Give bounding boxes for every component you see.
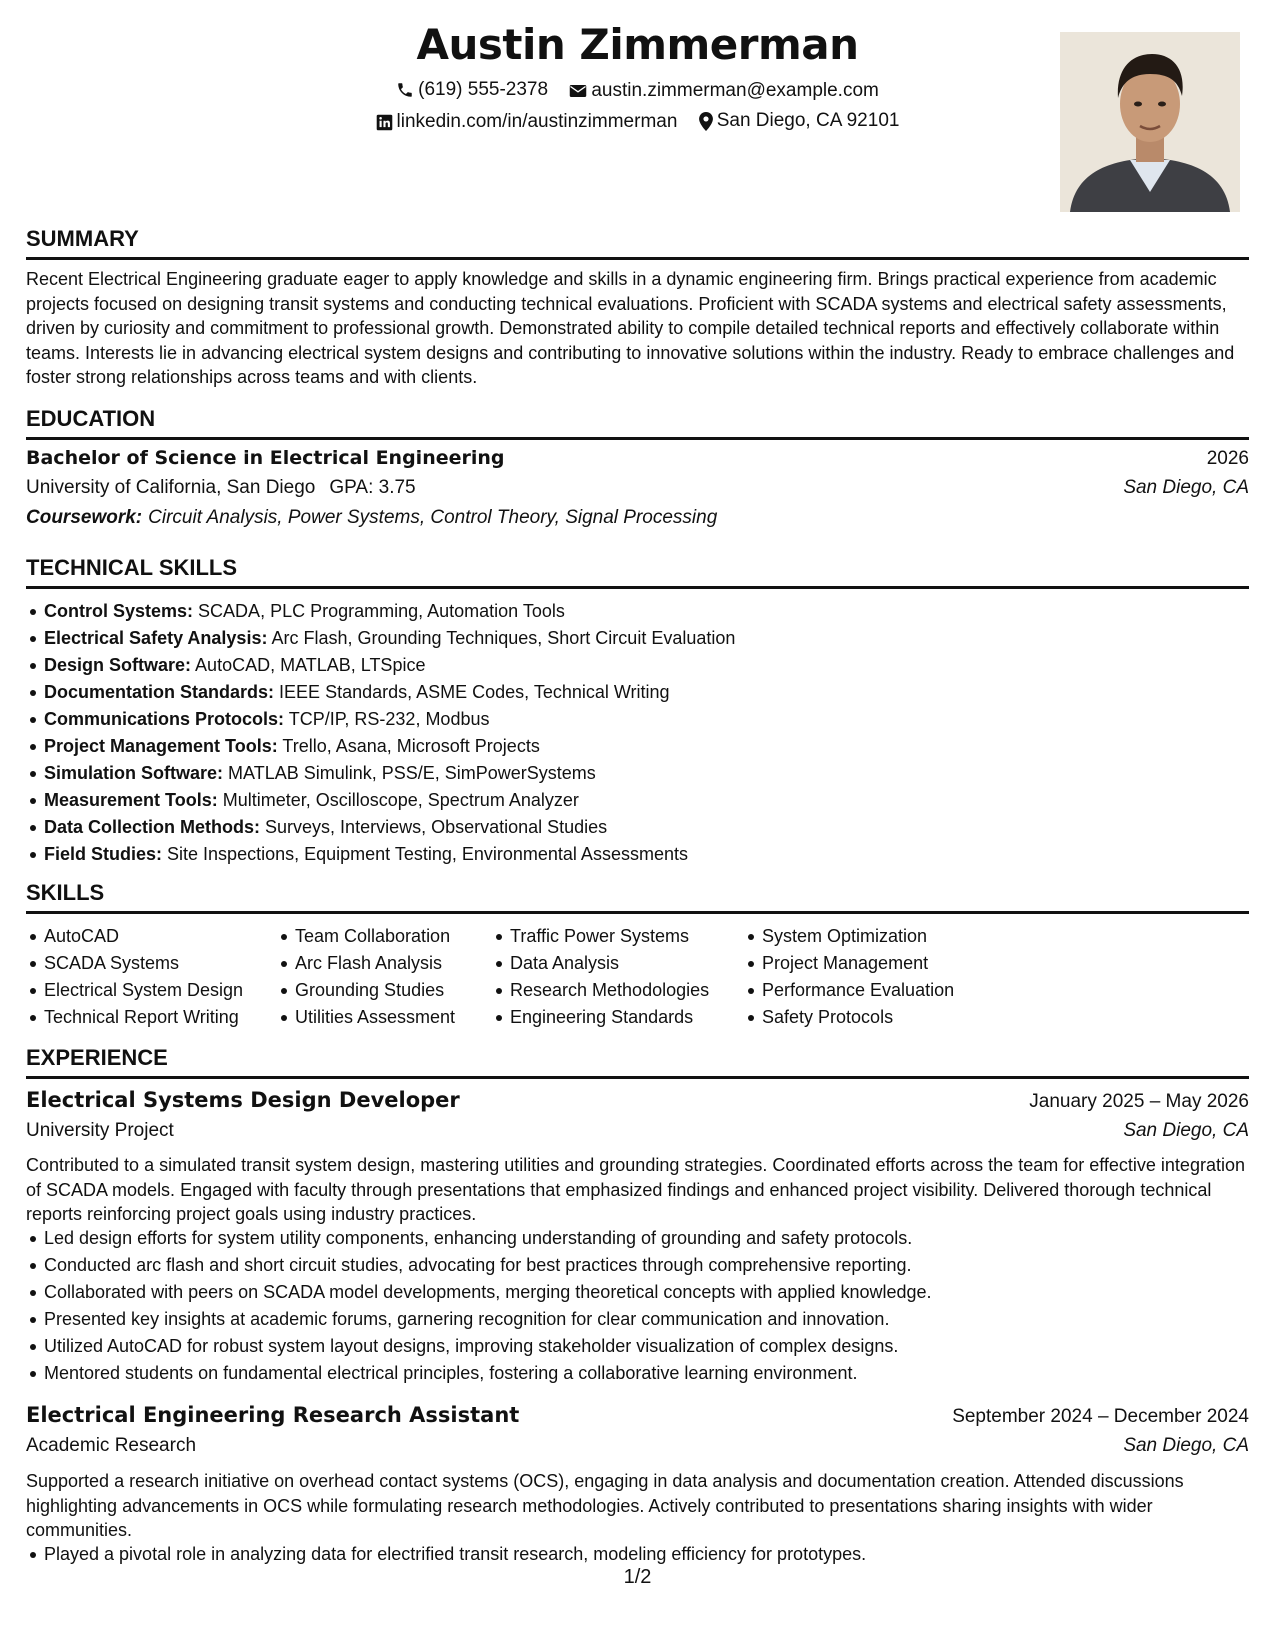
list-item: Performance Evaluation xyxy=(762,977,982,1004)
job-description: Contributed to a simulated transit system design, mastering utilities and grounding strategies. Coordinated efforts across the team for effective integration of SCADA models. Engaged with faculty through presentations that emphasized findings and enhanced project visibility. Delivered thorough technical reports reinforcing project goals using industry practices. xyxy=(26,1155,1245,1224)
linkedin-url: linkedin.com/in/austinzimmerman xyxy=(396,111,678,132)
technical-skills-list xyxy=(26,598,1267,868)
profile-photo xyxy=(1060,32,1240,212)
skill-values: Multimeter, Oscilloscope, Spectrum Analyzer xyxy=(222,790,579,810)
skill-category: Design Software: xyxy=(44,655,192,675)
list-item: Traffic Power Systems xyxy=(510,923,744,950)
skill-category: Data Collection Methods: xyxy=(44,817,261,837)
job-location: San Diego, CA xyxy=(1123,1120,1249,1141)
list-item: Led design efforts for system utility components, enhancing understanding of grounding and safety protocols. xyxy=(44,1225,1267,1252)
list-item xyxy=(44,706,1267,733)
job-dates: September 2024 – December 2024 xyxy=(952,1406,1249,1427)
list-item: Conducted arc flash and short circuit studies, advocating for best practices through comprehensive reporting. xyxy=(44,1252,1267,1279)
skill-values: IEEE Standards, ASME Codes, Technical Writing xyxy=(279,682,670,702)
list-item xyxy=(44,652,1267,679)
job-header-row xyxy=(26,1088,1249,1113)
list-item: Utilized AutoCAD for robust system layout designs, improving stakeholder visualization of complex designs. xyxy=(44,1333,1267,1360)
skill-values: Site Inspections, Equipment Testing, Environmental Assessments xyxy=(167,844,688,864)
list-item: Team Collaboration xyxy=(295,923,492,950)
linkedin-icon xyxy=(376,114,393,131)
location-contact xyxy=(699,110,900,132)
list-item: Technical Report Writing xyxy=(44,1004,277,1031)
skills-column-3 xyxy=(492,923,744,1031)
list-item: Electrical System Design xyxy=(44,977,277,1004)
list-item: Research Methodologies xyxy=(510,977,744,1004)
list-item: Collaborated with peers on SCADA model developments, merging theoretical concepts with applied knowledge. xyxy=(44,1279,1267,1306)
coursework-list: Circuit Analysis, Power Systems, Control Theory, Signal Processing xyxy=(148,507,718,528)
skill-category: Measurement Tools: xyxy=(44,790,218,810)
list-item xyxy=(44,679,1267,706)
list-item: Grounding Studies xyxy=(295,977,492,1004)
list-item xyxy=(44,733,1267,760)
job-dates: January 2025 – May 2026 xyxy=(1029,1091,1249,1112)
coursework-row xyxy=(26,507,1249,529)
phone-icon xyxy=(396,81,414,99)
gpa: GPA: 3.75 xyxy=(329,477,416,498)
list-item xyxy=(44,760,1267,787)
list-item: Safety Protocols xyxy=(762,1004,982,1031)
job-organization: Academic Research xyxy=(26,1435,197,1456)
job-bullets xyxy=(26,1225,1267,1387)
skill-values: Trello, Asana, Microsoft Projects xyxy=(282,736,540,756)
list-item: Project Management xyxy=(762,950,982,977)
skill-values: SCADA, PLC Programming, Automation Tools xyxy=(198,601,565,621)
skill-values: Surveys, Interviews, Observational Studies xyxy=(265,817,608,837)
coursework-label: Coursework: xyxy=(26,507,143,528)
education-heading: EDUCATION xyxy=(26,406,1249,440)
list-item: Played a pivotal role in analyzing data for electrified transit research, modeling efficiency for prototypes. xyxy=(44,1541,1267,1568)
skill-values: Arc Flash, Grounding Techniques, Short Circuit Evaluation xyxy=(271,628,736,648)
map-pin-icon xyxy=(699,112,713,131)
email-address: austin.zimmerman@example.com xyxy=(591,80,879,101)
skill-values: AutoCAD, MATLAB, LTSpice xyxy=(195,655,426,675)
email-contact[interactable] xyxy=(569,80,879,102)
linkedin-contact[interactable] xyxy=(376,111,678,133)
list-item xyxy=(44,625,1267,652)
list-item: SCADA Systems xyxy=(44,950,277,977)
graduation-year: 2026 xyxy=(1206,448,1249,469)
list-item: Mentored students on fundamental electrical principles, fostering a collaborative learning environment. xyxy=(44,1360,1267,1387)
list-item: Data Analysis xyxy=(510,950,744,977)
skill-category: Project Management Tools: xyxy=(44,736,278,756)
experience-heading: EXPERIENCE xyxy=(26,1045,1249,1079)
list-item: Engineering Standards xyxy=(510,1004,744,1031)
job-header-row xyxy=(26,1403,1249,1428)
school-info xyxy=(26,477,416,499)
portrait-icon xyxy=(1060,32,1240,212)
school-location: San Diego, CA xyxy=(1123,477,1249,498)
list-item: AutoCAD xyxy=(44,923,277,950)
job-bullets xyxy=(26,1541,1267,1568)
job-title: Electrical Engineering Research Assistant xyxy=(26,1403,520,1427)
school-name: University of California, San Diego xyxy=(26,477,316,498)
skills-column-4 xyxy=(744,923,982,1031)
technical-skills-heading: TECHNICAL SKILLS xyxy=(26,555,1249,589)
list-item xyxy=(44,814,1267,841)
summary-heading: SUMMARY xyxy=(26,226,1249,260)
list-item xyxy=(44,787,1267,814)
skill-category: Simulation Software: xyxy=(44,763,224,783)
phone-number: (619) 555-2378 xyxy=(418,79,549,100)
skill-values: MATLAB Simulink, PSS/E, SimPowerSystems xyxy=(228,763,596,783)
page-number: 1/2 xyxy=(623,1566,652,1588)
summary-text: Recent Electrical Engineering graduate eager to apply knowledge and skills in a dynamic engineering firm. Brings practical experience from academic projects focused on designing transit systems and conducting technical evaluations. Proficient with SCADA systems and electrical safety assessments, driven by curiosity and commitment to professional growth. Demonstrated ability to compile detailed technical reports and effectively collaborate within teams. Interests lie in advancing electrical system designs and contributing to innovative solutions within the industry. Ready to embrace challenges and foster strong relationships across teams and with clients. xyxy=(26,269,1235,387)
job-organization: University Project xyxy=(26,1120,174,1141)
job-org-row xyxy=(26,1120,1249,1142)
skills-grid xyxy=(26,923,982,1031)
education-degree-row xyxy=(26,447,1249,470)
job-title: Electrical Systems Design Developer xyxy=(26,1088,460,1112)
candidate-name: Austin Zimmerman xyxy=(416,20,859,69)
list-item xyxy=(44,598,1267,625)
envelope-icon xyxy=(569,83,587,99)
skills-heading: SKILLS xyxy=(26,880,1249,914)
phone-contact[interactable] xyxy=(396,79,548,101)
list-item: Arc Flash Analysis xyxy=(295,950,492,977)
list-item: Utilities Assessment xyxy=(295,1004,492,1031)
list-item xyxy=(44,841,1267,868)
skill-category: Electrical Safety Analysis: xyxy=(44,628,268,648)
job-location: San Diego, CA xyxy=(1123,1435,1249,1456)
job-org-row xyxy=(26,1435,1249,1457)
list-item: System Optimization xyxy=(762,923,982,950)
skill-category: Communications Protocols: xyxy=(44,709,285,729)
job-description: Supported a research initiative on overhead contact systems (OCS), engaging in data analysis and documentation creation. Attended discussions highlighting advancements in OCS while formulating research methodologies. Actively contributed to presentations sharing insights with wider communities. xyxy=(26,1471,1184,1540)
education-school-row xyxy=(26,477,1249,499)
skill-values: TCP/IP, RS-232, Modbus xyxy=(288,709,490,729)
skills-column-2 xyxy=(277,923,492,1031)
skill-category: Field Studies: xyxy=(44,844,163,864)
skill-category: Documentation Standards: xyxy=(44,682,275,702)
skill-category: Control Systems: xyxy=(44,601,194,621)
list-item: Presented key insights at academic forums, garnering recognition for clear communication and innovation. xyxy=(44,1306,1267,1333)
degree-title: Bachelor of Science in Electrical Engineering xyxy=(26,447,505,469)
location-text: San Diego, CA 92101 xyxy=(716,110,900,131)
skills-column-1 xyxy=(26,923,277,1031)
